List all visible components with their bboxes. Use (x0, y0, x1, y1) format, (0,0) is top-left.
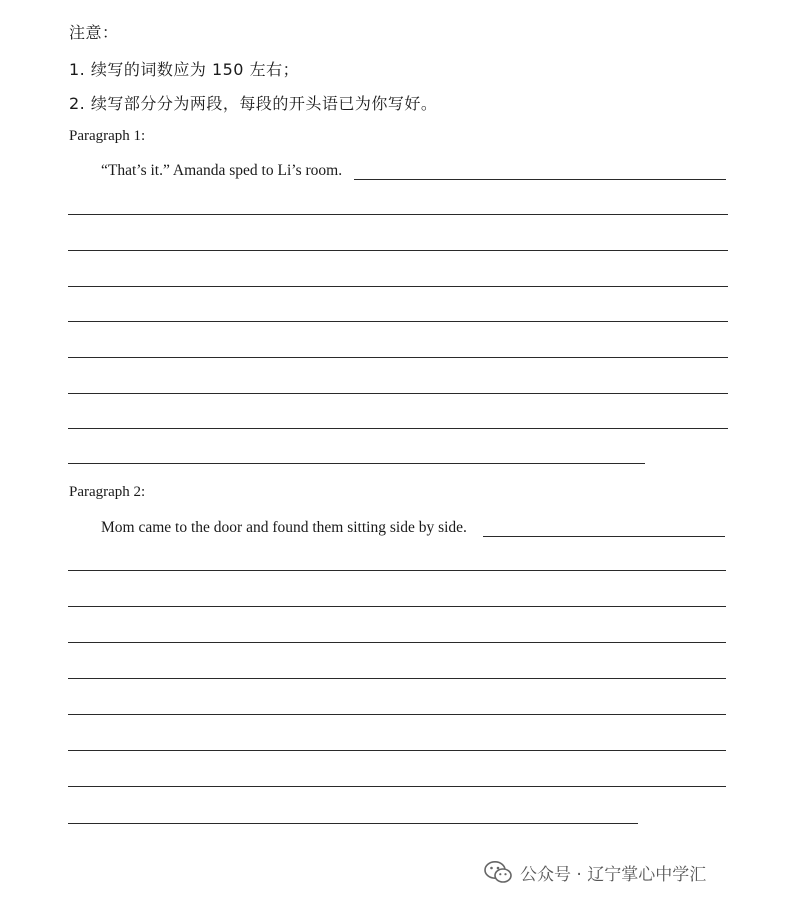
writing-line (68, 393, 728, 394)
writing-line (68, 428, 728, 429)
writing-line (68, 750, 726, 751)
writing-line (68, 463, 645, 464)
writing-line (68, 250, 728, 251)
paragraph-1-opening: “That’s it.” Amanda sped to Li’s room. (101, 162, 343, 179)
watermark-footer (484, 857, 706, 887)
writing-line (68, 321, 728, 322)
writing-line (68, 606, 726, 607)
writing-line (68, 214, 728, 215)
note-paragraph-structure: 2. 续写部分分为两段，每段的开头语已为你写好。 (69, 94, 438, 113)
writing-line (483, 536, 725, 537)
paragraph-1-label: Paragraph 1: (69, 128, 146, 144)
writing-line (354, 179, 726, 180)
writing-line (68, 642, 726, 643)
note-word-count: 1. 续写的词数应为 150 左右； (69, 60, 300, 79)
writing-line (68, 286, 728, 287)
wechat-icon (484, 860, 512, 884)
paragraph-2-label: Paragraph 2: (69, 484, 146, 500)
writing-line (68, 678, 726, 679)
writing-line (68, 786, 726, 787)
writing-line (68, 357, 728, 358)
notes-heading: 注意： (69, 23, 119, 42)
watermark-text: 公众号 · 辽宁掌心中学汇 (520, 864, 707, 885)
paragraph-2-opening: Mom came to the door and found them sitting side by side. (101, 519, 467, 536)
writing-line (68, 823, 638, 824)
writing-line (68, 714, 726, 715)
writing-line (68, 570, 726, 571)
